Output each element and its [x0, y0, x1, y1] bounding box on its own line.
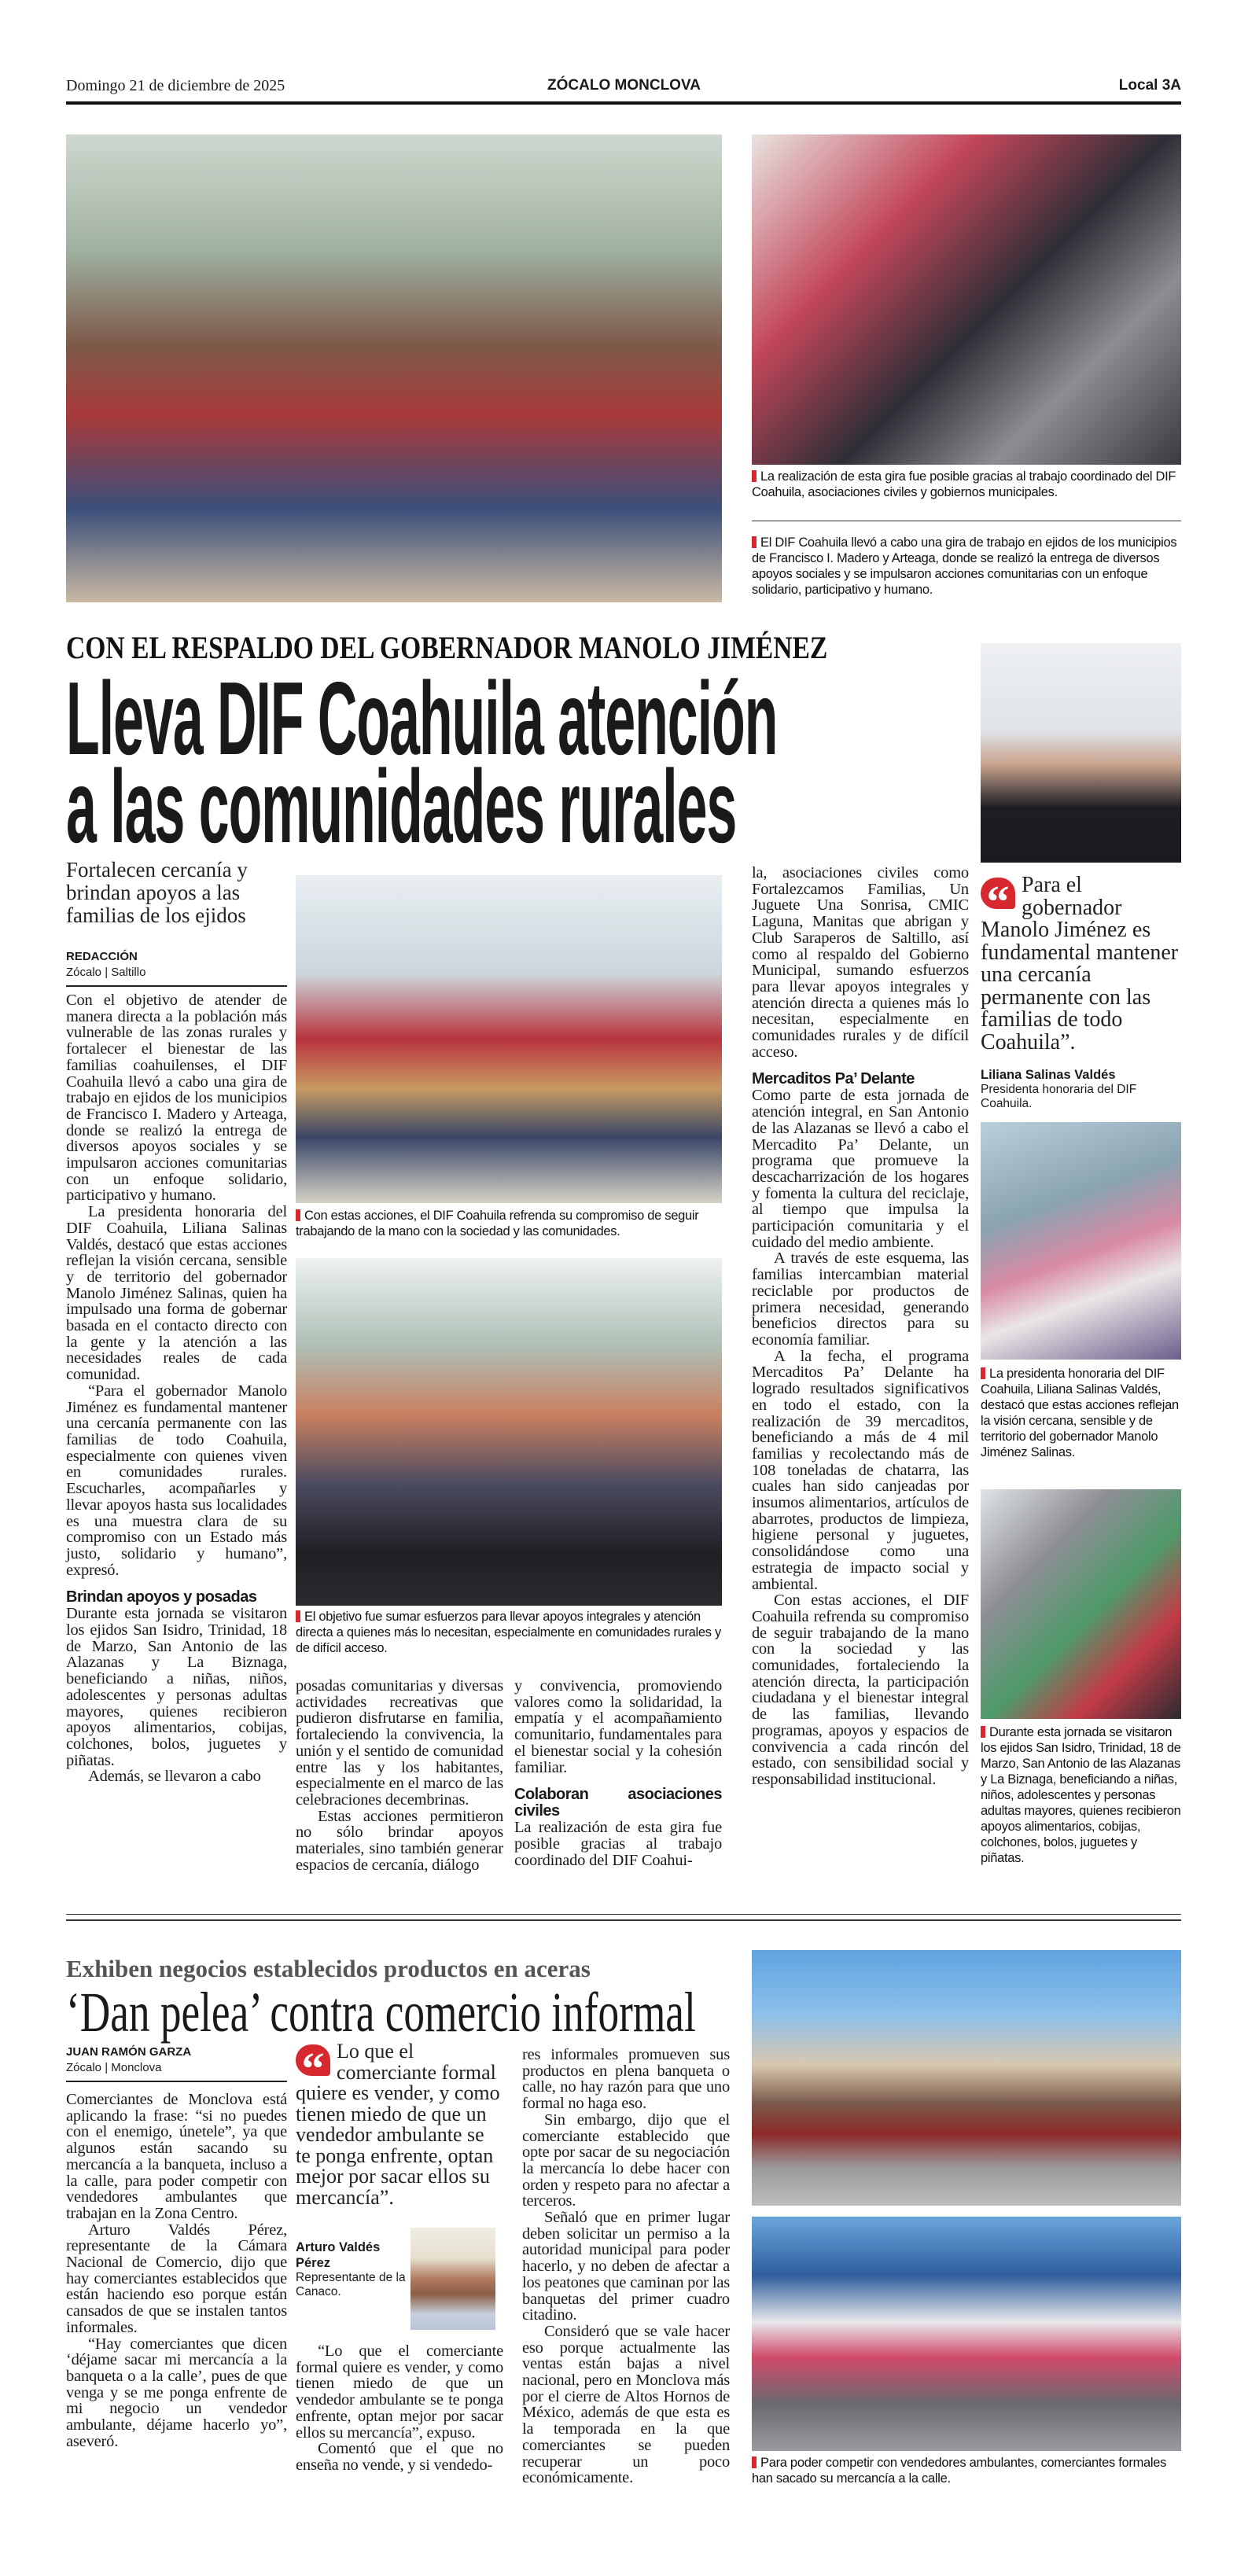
article2-pull-quote — [296, 2041, 503, 2208]
pull-quote-author: Liliana Salinas Valdés — [981, 1068, 1116, 1082]
byline-rule — [66, 2081, 287, 2082]
paragraph: la, asociaciones civiles como Fortalezcamos Familias, Un Juguete Una Sonrisa, CMIC Laguna, Manitas que abrigan y Club Saraperos de Saltillo, así como al respaldo del Gobierno Municipal, sumando esfuerzos para llevar apoyos integrales y atención directa a quienes más lo necesitan, especialmente en comunidades rurales y de difícil acceso. — [752, 864, 969, 1061]
subhead: Brindan apoyos y posadas — [66, 1588, 257, 1606]
article2-kicker: Exhiben negocios establecidos productos en aceras — [66, 1955, 591, 1982]
byline-rule — [66, 985, 287, 987]
paragraph: Además, se llevaron a cabo — [88, 1768, 261, 1786]
paragraph: La presidenta honoraria del DIF Coahuila, Liliana Salinas Valdés, destacó que estas acciones reflejan la visión cercana, sensible y de territorio del gobernador Manolo Jiménez Salinas, quien ha impulsado una forma de gobernar basada en el contacto directo con la gente y la atención a las necesidades reales de cada comunidad. — [66, 1203, 287, 1384]
paragraph: La realización de esta gira fue posible gracias al trabajo coordinado del DIF Coahui- — [514, 1819, 722, 1869]
paragraph: Con estas acciones, el DIF Coahuila refrenda su compromiso de seguir trabajando de la mano con la sociedad y las comunidades, fortaleciendo la atención directa, la participación ciudadana y el bienestar integral de las familias, llevando programas, apoyos y espacios de convivencia a cada rincón del estado, con sensibilidad social y responsabilidad institucional. — [752, 1592, 969, 1788]
photo-gift-box — [981, 1489, 1181, 1719]
paragraph: “Lo que el comerciante formal quiere es vender, y como tienen miedo de que un vendedor ambulante se te ponga enfrente, optan mejor por sacar ellos su mercancía”, expuso. — [296, 2342, 503, 2442]
red-bar-icon — [752, 536, 757, 548]
paragraph: res informales promueven sus productos en plena banqueta o calle, no hay razón para que uno formal no haga eso. — [522, 2046, 730, 2113]
headline-line-1: Lleva DIF Coahuila atención — [66, 661, 778, 776]
paragraph: “Hay comerciantes que dicen ‘déjame sacar mi mercancía a la banqueta o a la calle’, pues de que venga y se me ponga enfrente de mi negocio un vendedor ambulante, déjame hacerlo yo”, aseveró. — [66, 2335, 287, 2450]
article2-column-2 — [296, 2343, 503, 2474]
paragraph: Estas acciones permitieron no sólo brindar apoyos materiales, sino también generar espacios de cercanía, diálogo — [296, 1807, 503, 1874]
photo-group-children-gifts — [66, 134, 722, 602]
quote-mark-icon: “ — [296, 2044, 330, 2076]
article2-quote-attribution — [296, 2239, 406, 2299]
photo-delivering-gifts — [752, 134, 1181, 465]
article2-column-1 — [66, 2092, 287, 2449]
photo-visit-elder — [981, 1122, 1181, 1360]
photo-store-merchandise — [752, 2217, 1181, 2451]
caption-side-1: La presidenta honoraria del DIF Coahuila, Liliana Salinas Valdés, destacó que estas acciones reflejan la visión cercana, sensible y de territorio del gobernador Manolo Jiménez Salinas. — [981, 1367, 1179, 1459]
byline — [66, 950, 287, 987]
article-column-2 — [296, 1678, 503, 1873]
quote-mark-icon: “ — [981, 878, 1015, 909]
red-bar-icon — [752, 2456, 757, 2468]
red-bar-icon — [752, 470, 757, 482]
byline-author: JUAN RAMÓN GARZA — [66, 2045, 192, 2059]
headline-line-2: a las comunidades rurales — [66, 749, 737, 864]
subhead: Colaboran asociaciones civiles — [514, 1786, 722, 1820]
byline-place: Zócalo | Monclova — [66, 2061, 162, 2074]
paragraph: Como parte de esta jornada de atención integral, en San Antonio de las Alazanas se llevó a cabo el Mercadito Pa’ Delante, un programa que promueve la descacharrización de los hogares y fomenta la cultura del reciclaje, al tiempo que impulsa la participación comunitaria y el cuidado del medio ambiente. — [752, 1087, 969, 1251]
paragraph: posadas comunitarias y diversas actividades recreativas que pudieron disfrutarse en familia, fortaleciendo la convivencia, la unión y el sentido de comunidad entre las y los habitantes, especialmente en el marco de las celebraciones decembrinas. — [296, 1677, 503, 1809]
caption-top-2: El DIF Coahuila llevó a cabo una gira de trabajo en ejidos de los municipios de Francisco I. Madero y Arteaga, donde se realizó la entrega de diversos apoyos sociales y se impulsaron acciones comunitarias con un enfoque solidario, participativo y humano. — [752, 535, 1177, 597]
pull-quote-text: Para el gobernador Manolo Jiménez es fundamental mantener una cercanía permanente con las familias de todo Coahuila”. — [981, 873, 1179, 1054]
page-date: Domingo 21 de diciembre de 2025 — [66, 77, 285, 94]
paragraph: Comerciantes de Monclova está aplicando la frase: “si no puedes con el enemigo, únetele”, ya que algunos están sacando su mercancía a la banqueta, incluso a la calle, para poder competir con vendedores ambulantes que trabajan en la Zona Centro. — [66, 2091, 287, 2222]
paragraph: Sin embargo, dijo que el comerciante establecido que opte por sacar de su negociación la mercancía lo debe hacer con orden y respeto para no afectar a terceros. — [522, 2110, 730, 2210]
paragraph: A la fecha, el programa Mercaditos Pa’ Delante ha logrado resultados significativos en todo el estado, con la realización de 39 mercaditos, beneficiando a más de 4 mil familias y recolectando más de 108 toneladas de chatarra, las cuales han sido canjeadas por insumos alimentarios, artículos de abarrotes, productos de limpieza, higiene personal y juguetes, consolidándose como una estrategia de impacto social y ambiental. — [752, 1347, 969, 1593]
photo-arturo-valdes — [410, 2228, 495, 2330]
photo-women-supplies — [296, 1258, 722, 1606]
paragraph: Durante esta jornada se visitaron los ejidos San Isidro, Trinidad, 18 de Marzo, San Antonio de las Alazanas y La Biznaga, beneficiando a niñas, niños, adolescentes y personas adultas mayores, quienes recibieron apoyos alimentarios, cobijas, colchones, bolos, juguetes y piñatas. — [66, 1605, 287, 1769]
article2-column-3 — [522, 2047, 730, 2486]
section-page: Local 3A — [1118, 77, 1181, 94]
photo-street-shops — [752, 1950, 1181, 2206]
article-column-3 — [514, 1678, 722, 1868]
paragraph: Comentó que el que no enseña no vende, y si vendedo- — [296, 2440, 503, 2474]
article-subdeck: Fortalecen cercanía y brindan apoyos a las familias de los ejidos — [66, 858, 248, 927]
paragraph: Arturo Valdés Pérez, representante de la Cámara Nacional de Comercio, dijo que hay comerciantes establecidos que están haciendo eso porque están cansados de que se instalen tantos informales. — [66, 2221, 287, 2336]
pull-quote-role: Presidenta honoraria del DIF Coahuila. — [981, 1083, 1137, 1110]
paragraph: Consideró que se vale hacer eso porque actualmente las ventas están bajas a nivel nacional, pero en Monclova más por el cierre de Altos Hornos de México, además de que esta es la temporada en la que comerciantes se pueden recuperar un poco económicamente. — [522, 2322, 730, 2487]
section-divider — [66, 1914, 1181, 1915]
caption-article2: Para poder competir con vendedores ambulantes, comerciantes formales han sacado su mercancía a la calle. — [752, 2456, 1167, 2486]
subhead: Mercaditos Pa’ Delante — [752, 1070, 915, 1088]
paragraph: y convivencia, promoviendo valores como la solidaridad, la empatía y el acompañamiento comunitario, fundamentales para el bienestar social y la cohesión familiar. — [514, 1677, 722, 1776]
pull-quote-role: Representante de la Canaco. — [296, 2271, 406, 2298]
paragraph: A través de este esquema, las familias intercambian material reciclable por productos de primera necesidad, generando beneficios directos para su economía familiar. — [752, 1249, 969, 1349]
red-bar-icon — [981, 1367, 985, 1379]
pull-quote — [981, 874, 1181, 1111]
caption-mid-2: El objetivo fue sumar esfuerzos para llevar apoyos integrales y atención directa a quienes más lo necesitan, especialmente en comunidades rurales y de difícil acceso. — [296, 1610, 721, 1655]
byline-place: Zócalo | Saltillo — [66, 966, 146, 979]
byline-author: REDACCIÓN — [66, 950, 138, 963]
section-divider — [66, 1919, 1181, 1921]
red-bar-icon — [296, 1610, 300, 1622]
red-bar-icon — [296, 1209, 300, 1221]
article-column-1 — [66, 992, 287, 1785]
article2-byline — [66, 2045, 287, 2082]
caption-top-1: La realización de esta gira fue posible gracias al trabajo coordinado del DIF Coahuila, asociaciones civiles y gobiernos municipales. — [752, 469, 1176, 499]
paragraph: “Para el gobernador Manolo Jiménez es fundamental mantener una cercanía permanente con las familias de todo Coahuila, especialmente con quienes viven en comunidades rurales. Escucharles, acompañarles y llevar apoyos hasta sus localidades es una muestra clara de su compromiso con un Estado más justo, solidario y humano”, expresó. — [66, 1382, 287, 1579]
paragraph: Señaló que en primer lugar deben solicitar un permiso a la autoridad municipal para poder hacerlo, y no deben de afectar a los peatones que caminan por las banquetas del primer cuadro citadino. — [522, 2209, 731, 2324]
photo-liliana-salinas — [981, 643, 1181, 863]
red-bar-icon — [981, 1726, 985, 1738]
publication-name: ZÓCALO MONCLOVA — [547, 77, 701, 94]
paragraph: Con el objetivo de atender de manera directa a la población más vulnerable de las zonas rurales y fortalecer el bienestar de las familias coahuilenses, el DIF Coahuila llevó a cabo una gira de trabajo en ejidos de los municipios de Francisco I. Madero y Arteaga, donde se realizó la entrega de diversos apoyos sociales y se impulsaron acciones comunitarias con un enfoque solidario, participativo y humano. — [66, 992, 287, 1205]
header-rule — [66, 101, 1181, 105]
caption-side-2: Durante esta jornada se visitaron los ejidos San Isidro, Trinidad, 18 de Marzo, San Antonio de las Alazanas y La Biznaga, beneficiando a niñas, niños, adolescentes y personas adultas mayores, quienes recibieron apoyos alimentarios, cobijas, colchones, bolos, juguetes y piñatas. — [981, 1725, 1181, 1865]
article-column-4 — [752, 865, 969, 1788]
caption-mid-1: Con estas acciones, el DIF Coahuila refrenda su compromiso de seguir trabajando de la mano con la sociedad y las comunidades. — [296, 1209, 699, 1238]
pull-quote-author: Arturo Valdés Pérez — [296, 2240, 381, 2270]
article2-headline: ‘Dan pelea’ contra comercio informal — [66, 1981, 696, 2044]
pull-quote-text: Lo que el comerciante formal quiere es vender, y como tienen miedo de que un vendedor ambulante se te ponga enfrente, optan mejor por sacar ellos su mercancía”. — [296, 2040, 500, 2209]
article-kicker: CON EL RESPALDO DEL GOBERNADOR MANOLO JIMÉNEZ — [66, 630, 828, 665]
photo-group-mattresses — [296, 875, 722, 1203]
